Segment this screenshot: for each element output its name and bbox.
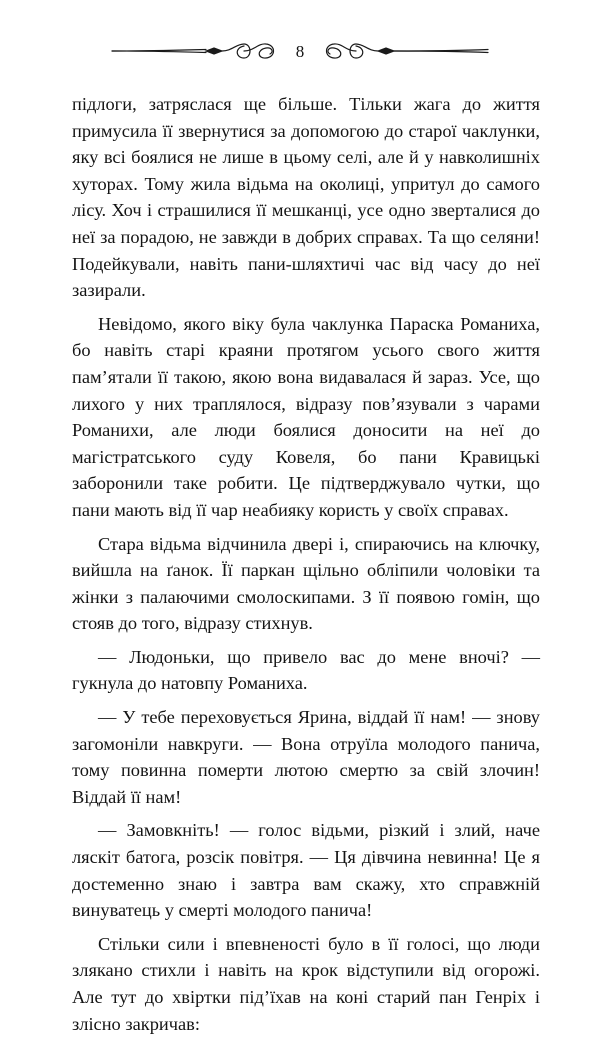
paragraph: підлоги, затряслася ще більше. Тільки жага до життя примусила її звернутися за допомогою до старої чаклунки, яку всі боялися не лише в цьому селі, але й у навколишніх хуторах. Тому жила відьма на околиці, упритул до самого лісу. Хоч і страшилися її мешканці, усе одно зверталися до неї за порадою, не завжди в добрих справах. Та що селяни! Подейкували, навіть пани-шляхтичі час від часу до неї зазирали. xyxy=(72,94,540,301)
paragraph: — Замовкніть! — голос відьми, різкий і злий, наче ляскіт батога, розсік повітря. — Ця дівчина невинна! Це я достеменно знаю і завтра вам скажу, хто справжній винуватець у смерті молодого панича! xyxy=(72,820,540,921)
page-number: 8 xyxy=(295,42,305,61)
paragraph: Стара відьма відчинила двері і, спираючись на ключку, вийшла на ґанок. Її паркан щільно обліпили чоловіки та жінки з палаючими смолоскипами. З її появою гомін, що стояв до того, відразу стихнув. xyxy=(72,533,540,634)
paragraph: — Людоньки, що привело вас до мене вночі? — гукнула до натовпу Романиха. xyxy=(72,646,540,694)
page-header xyxy=(0,34,600,68)
body-text xyxy=(72,91,540,1044)
paragraph: — У тебе переховується Ярина, віддай її нам! — знову загомоніли навкруги. — Вона отруїла молодого панича, тому повинна померти лютою смертю за свій злочин! Віддай її нам! xyxy=(72,707,540,807)
paragraph: Стільки сили і впевненості було в її голосі, що люди злякано стихли і навіть на крок відступили від огорожі. Але тут до хвіртки під’їхав на коні старий пан Генріх і злісно закричав: xyxy=(72,933,540,1034)
paragraph: Невідомо, якого віку була чаклунка Параска Романиха, бо навіть старі краяни протягом усього свого життя пам’ятали її такою, якою вона видавалася й зараз. Усе, що лихого у них траплялося, відразу пов’язували з чарами Романихи, але люди боялися доносити на неї до магістратського суду Ковеля, бо пани Кравицькі заборонили таке робити. Це підтверджувало чутки, що пани мають від її чар неабияку користь у своїх справах. xyxy=(72,313,540,520)
